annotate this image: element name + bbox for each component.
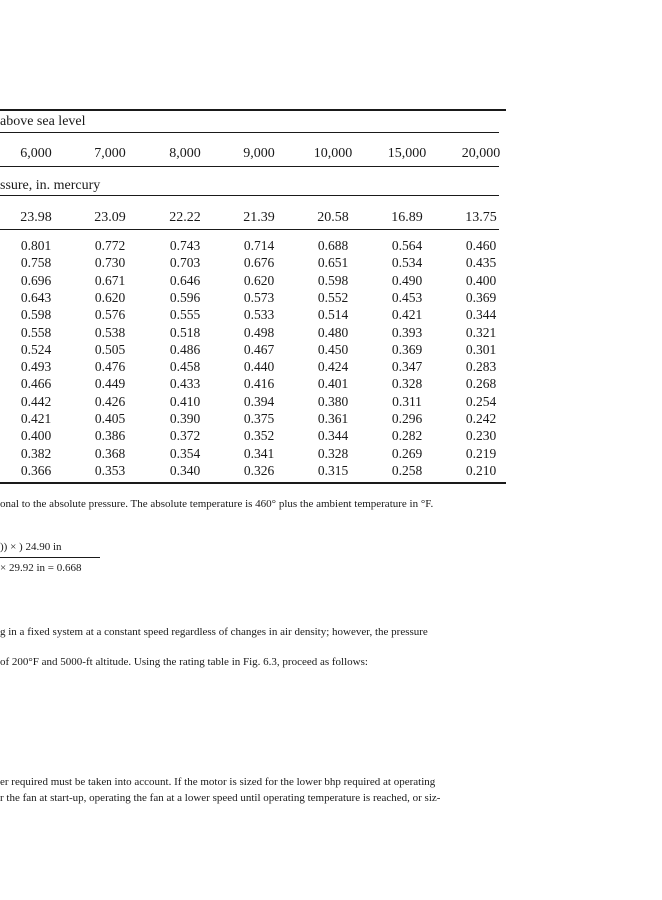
- table-cell: 0.758: [20, 255, 52, 271]
- formula-numerator: )) × ) 24.90 in: [0, 541, 62, 553]
- altitude-header-row: [0, 146, 662, 164]
- altitude-cell: 15,000: [387, 146, 427, 161]
- table-cell: 0.347: [391, 359, 423, 375]
- table-cell: 0.315: [317, 462, 349, 478]
- table-row: [0, 290, 662, 307]
- table-cell: 0.558: [20, 324, 52, 340]
- table-bottom-rule: [0, 482, 506, 484]
- table-cell: 0.269: [391, 445, 423, 461]
- table-cell: 0.394: [243, 393, 275, 409]
- table-cell: 0.328: [317, 445, 349, 461]
- table-cell: 0.458: [169, 359, 201, 375]
- table-cell: 0.486: [169, 341, 201, 357]
- table-cell: 0.405: [94, 411, 126, 426]
- pressure-row-rule: [0, 229, 499, 230]
- altitude-header-rule: [0, 132, 499, 133]
- altitude-cell: 9,000: [243, 146, 275, 161]
- table-row: [0, 255, 662, 272]
- table-cell: 0.268: [465, 376, 497, 392]
- pressure-cell: 21.39: [243, 210, 275, 225]
- table-cell: 0.564: [391, 238, 423, 253]
- table-cell: 0.372: [169, 428, 201, 444]
- table-cell: 0.401: [317, 376, 349, 392]
- table-cell: 0.480: [317, 324, 349, 340]
- table-cell: 0.416: [243, 376, 275, 392]
- table-cell: 0.598: [317, 272, 349, 288]
- table-row: [0, 463, 662, 480]
- table-cell: 0.380: [317, 393, 349, 409]
- table-row: [0, 394, 662, 411]
- table-cell: 0.242: [465, 411, 497, 426]
- table-cell: 0.651: [317, 255, 349, 271]
- table-row: [0, 428, 662, 445]
- table-cell: 0.301: [465, 341, 497, 357]
- table-cell: 0.369: [391, 341, 423, 357]
- altitude-row-rule: [0, 166, 499, 167]
- table-cell: 0.646: [169, 272, 201, 288]
- table-cell: 0.620: [243, 272, 275, 288]
- table-cell: 0.400: [465, 272, 497, 288]
- table-row: [0, 446, 662, 463]
- table-cell: 0.442: [20, 393, 52, 409]
- pressure-cell: 13.75: [465, 210, 497, 225]
- table-cell: 0.493: [20, 359, 52, 375]
- table-cell: 0.326: [243, 462, 275, 478]
- table-cell: 0.424: [317, 359, 349, 375]
- table-cell: 0.311: [392, 393, 422, 409]
- table-cell: 0.366: [20, 462, 52, 478]
- pressure-cell: 23.09: [94, 210, 126, 225]
- table-cell: 0.555: [169, 307, 201, 323]
- table-cell: 0.368: [94, 445, 126, 461]
- table-cell: 0.344: [465, 307, 497, 323]
- table-cell: 0.598: [20, 307, 52, 323]
- formula-denominator: × 29.92 in = 0.668: [0, 562, 82, 574]
- table-cell: 0.573: [243, 289, 275, 305]
- table-cell: 0.730: [94, 255, 126, 271]
- table-cell: 0.375: [243, 411, 275, 426]
- table-cell: 0.596: [169, 289, 201, 305]
- table-cell: 0.390: [169, 411, 201, 426]
- table-cell: 0.421: [20, 411, 52, 426]
- altitude-cell: 8,000: [169, 146, 201, 161]
- table-cell: 0.460: [465, 238, 497, 253]
- table-cell: 0.354: [169, 445, 201, 461]
- table-row: [0, 273, 662, 290]
- table-cell: 0.352: [243, 428, 275, 444]
- pressure-cell: 16.89: [391, 210, 423, 225]
- table-cell: 0.466: [20, 376, 52, 392]
- table-cell: 0.344: [317, 428, 349, 444]
- table-cell: 0.382: [20, 445, 52, 461]
- altitude-cell: 6,000: [20, 146, 52, 161]
- table-cell: 0.703: [169, 255, 201, 271]
- table-cell: 0.524: [20, 341, 52, 357]
- table-cell: 0.219: [465, 445, 497, 461]
- table-cell: 0.620: [94, 289, 126, 305]
- table-row: [0, 411, 662, 428]
- table-cell: 0.341: [243, 445, 275, 461]
- table-cell: 0.671: [94, 272, 126, 288]
- table-cell: 0.476: [94, 359, 126, 375]
- table-cell: 0.410: [169, 393, 201, 409]
- table-row: [0, 342, 662, 359]
- table-cell: 0.714: [243, 238, 275, 253]
- table-cell: 0.514: [317, 307, 349, 323]
- table-footnote: onal to the absolute pressure. The absolute temperature is 460° plus the ambient temperature in °F.: [0, 498, 434, 510]
- table-cell: 0.801: [20, 238, 52, 253]
- pressure-cell: 23.98: [20, 210, 52, 225]
- table-cell: 0.282: [391, 428, 423, 444]
- table-cell: 0.498: [243, 324, 275, 340]
- table-cell: 0.534: [391, 255, 423, 271]
- table-cell: 0.393: [391, 324, 423, 340]
- table-cell: 0.296: [391, 411, 423, 426]
- table-cell: 0.743: [169, 238, 201, 253]
- table-cell: 0.688: [317, 238, 349, 253]
- table-row: [0, 238, 662, 255]
- table-cell: 0.210: [465, 462, 497, 478]
- table-cell: 0.283: [465, 359, 497, 375]
- altitude-cell: 20,000: [461, 146, 501, 161]
- table-row: [0, 325, 662, 342]
- table-cell: 0.467: [243, 341, 275, 357]
- table-cell: 0.400: [20, 428, 52, 444]
- table-cell: 0.230: [465, 428, 497, 444]
- table-cell: 0.576: [94, 307, 126, 323]
- table-cell: 0.676: [243, 255, 275, 271]
- pressure-cell: 20.58: [317, 210, 349, 225]
- table-row: [0, 307, 662, 324]
- table-cell: 0.369: [465, 289, 497, 305]
- table-cell: 0.449: [94, 376, 126, 392]
- table-cell: 0.533: [243, 307, 275, 323]
- table-cell: 0.440: [243, 359, 275, 375]
- table-cell: 0.340: [169, 462, 201, 478]
- table-cell: 0.328: [391, 376, 423, 392]
- table-cell: 0.254: [465, 393, 497, 409]
- table-cell: 0.361: [317, 411, 349, 426]
- body-paragraph-2: of 200°F and 5000-ft altitude. Using the rating table in Fig. 6.3, proceed as follows:: [0, 656, 368, 668]
- altitude-cell: 7,000: [94, 146, 126, 161]
- body-paragraph-4: r the fan at start-up, operating the fan at a lower speed until operating temperature is reached, or siz-: [0, 792, 441, 804]
- pressure-cell: 22.22: [169, 210, 201, 225]
- altitude-cell: 10,000: [313, 146, 353, 161]
- table-cell: 0.643: [20, 289, 52, 305]
- pressure-row: [0, 210, 662, 228]
- table-cell: 0.433: [169, 376, 201, 392]
- table-cell: 0.696: [20, 272, 52, 288]
- table-cell: 0.426: [94, 393, 126, 409]
- table-cell: 0.453: [391, 289, 423, 305]
- body-paragraph-1: g in a fixed system at a constant speed regardless of changes in air density; however, the pressure: [0, 626, 428, 638]
- table-cell: 0.538: [94, 324, 126, 340]
- pressure-header-label: ssure, in. mercury: [0, 178, 101, 193]
- table-row: [0, 376, 662, 393]
- table-cell: 0.450: [317, 341, 349, 357]
- table-row: [0, 359, 662, 376]
- table-cell: 0.490: [391, 272, 423, 288]
- table-top-rule: [0, 109, 506, 111]
- table-cell: 0.353: [94, 462, 126, 478]
- table-cell: 0.772: [94, 238, 126, 253]
- table-cell: 0.421: [391, 307, 423, 323]
- formula-fraction-bar: [0, 557, 100, 558]
- table-cell: 0.321: [465, 324, 497, 340]
- altitude-header-label: above sea level: [0, 114, 86, 129]
- table-cell: 0.435: [465, 255, 497, 271]
- table-cell: 0.552: [317, 289, 349, 305]
- body-paragraph-3: er required must be taken into account. If the motor is sized for the lower bhp required at operating: [0, 776, 436, 788]
- pressure-header-rule: [0, 195, 499, 196]
- table-cell: 0.386: [94, 428, 126, 444]
- table-cell: 0.258: [391, 462, 423, 478]
- table-cell: 0.505: [94, 341, 126, 357]
- table-cell: 0.518: [169, 324, 201, 340]
